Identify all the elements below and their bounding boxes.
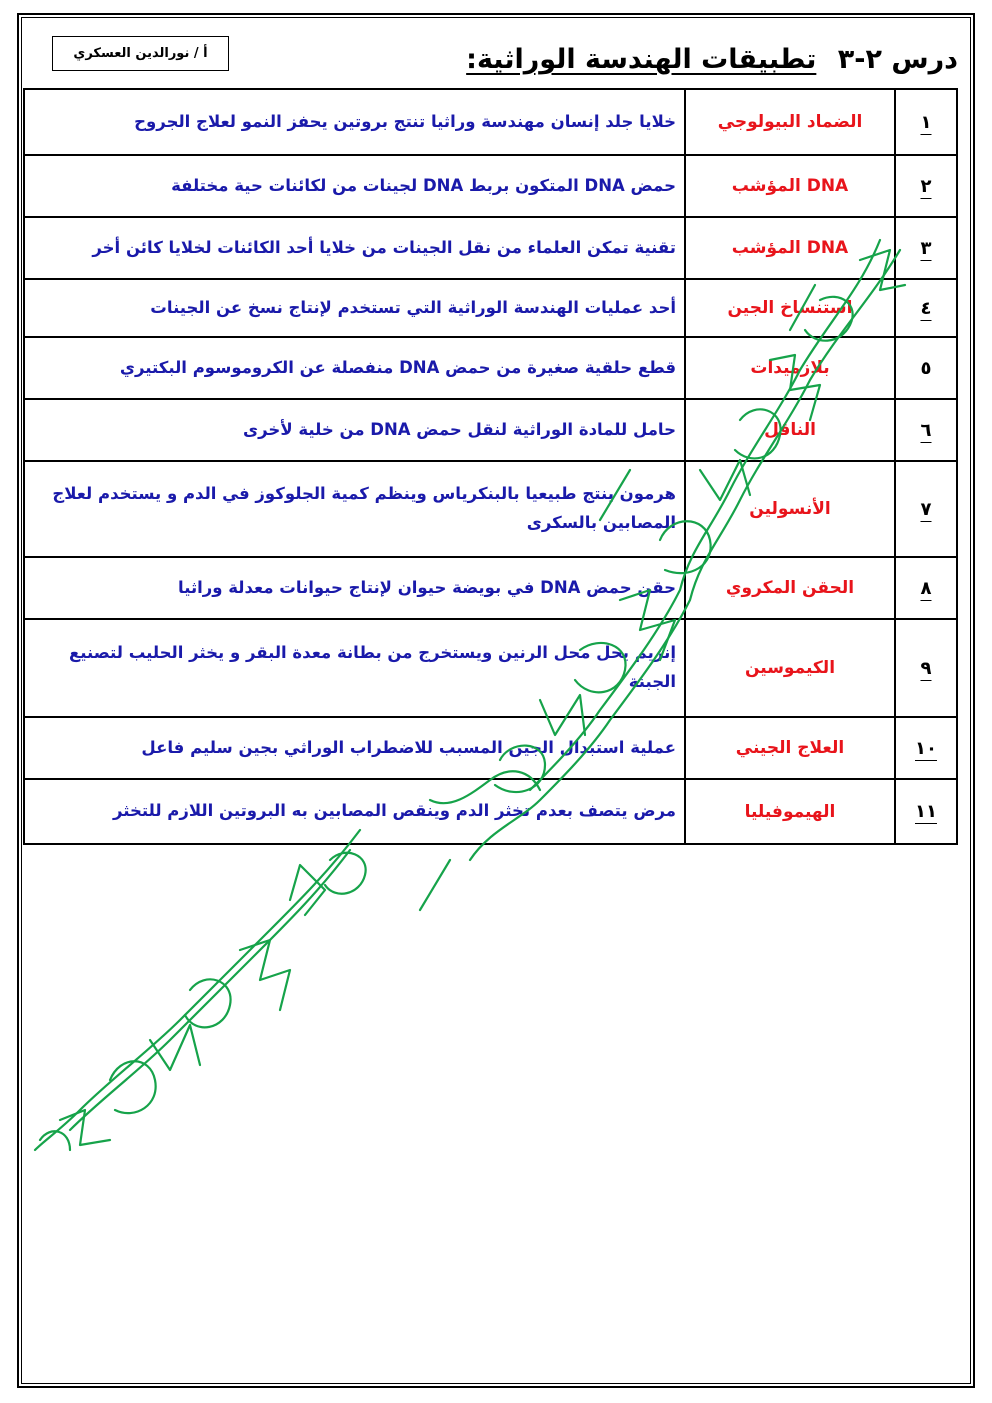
row-term: DNA المؤشب	[685, 155, 895, 217]
row-number: ٣	[895, 217, 957, 279]
row-term: الضماد البيولوجي	[685, 89, 895, 155]
row-number: ٧	[895, 461, 957, 557]
lesson-title: تطبيقات الهندسة الوراثية:	[466, 44, 817, 75]
table-row	[24, 337, 957, 399]
row-number: ٩	[895, 619, 957, 717]
row-number: ٨	[895, 557, 957, 619]
row-definition: حمض DNA المتكون بربط DNA لجينات من لكائنات حية مختلفة	[24, 155, 685, 217]
row-number: ١	[895, 89, 957, 155]
lesson-number: درس ٢-٣	[837, 44, 958, 75]
table-row	[24, 779, 957, 844]
row-number: ٦	[895, 399, 957, 461]
row-term: الهيموفيليا	[685, 779, 895, 844]
row-definition: قطع حلقية صغيرة من حمض DNA منفصلة عن الكروموسوم البكتيري	[24, 337, 685, 399]
terms-table	[23, 88, 958, 845]
row-term: بلازميدات	[685, 337, 895, 399]
row-number: ١٠	[895, 717, 957, 779]
row-definition: حقن حمض DNA في بويضة حيوان لإنتاج حيوانات معدلة وراثيا	[24, 557, 685, 619]
row-number: ٢	[895, 155, 957, 217]
row-term: استنساخ الجين	[685, 279, 895, 337]
table-row	[24, 717, 957, 779]
author-box: أ / نورالدين العسكري	[52, 36, 229, 71]
row-definition: إنزيم يحل محل الرنين ويستخرج من بطانة معدة البقر و يخثر الحليب لتصنيع الجبنة	[24, 619, 685, 717]
page-title	[466, 44, 958, 75]
row-number: ٤	[895, 279, 957, 337]
row-definition: تقنية تمكن العلماء من نقل الجينات من خلايا أحد الكائنات لخلايا كائن أخر	[24, 217, 685, 279]
row-definition: حامل للمادة الوراثية لنقل حمض DNA من خلية لأخرى	[24, 399, 685, 461]
table-row	[24, 461, 957, 557]
table-row	[24, 89, 957, 155]
row-term: العلاج الجيني	[685, 717, 895, 779]
table-row	[24, 619, 957, 717]
row-term: DNA المؤشب	[685, 217, 895, 279]
row-definition: أحد عمليات الهندسة الوراثية التي تستخدم لإنتاج نسخ عن الجينات	[24, 279, 685, 337]
table-row	[24, 155, 957, 217]
row-number: ١١	[895, 779, 957, 844]
row-term: الحقن المكروي	[685, 557, 895, 619]
row-definition: عملية استبدال الجين المسبب للاضطراب الوراثي بجين سليم فاعل	[24, 717, 685, 779]
row-definition: خلايا جلد إنسان مهندسة وراثيا تنتج بروتين يحفز النمو لعلاج الجروح	[24, 89, 685, 155]
row-number: ٥	[895, 337, 957, 399]
table-row	[24, 557, 957, 619]
row-definition: مرض يتصف بعدم تخثر الدم وينقص المصابين به البروتين اللازم للتخثر	[24, 779, 685, 844]
table-row	[24, 217, 957, 279]
table-row	[24, 399, 957, 461]
row-term: الأنسولين	[685, 461, 895, 557]
row-definition: هرمون ينتج طبيعيا بالبنكرياس وينظم كمية الجلوكوز في الدم و يستخدم لعلاج المصابين بالسكرى	[24, 461, 685, 557]
table-row	[24, 279, 957, 337]
row-term: الناقل	[685, 399, 895, 461]
row-term: الكيموسين	[685, 619, 895, 717]
